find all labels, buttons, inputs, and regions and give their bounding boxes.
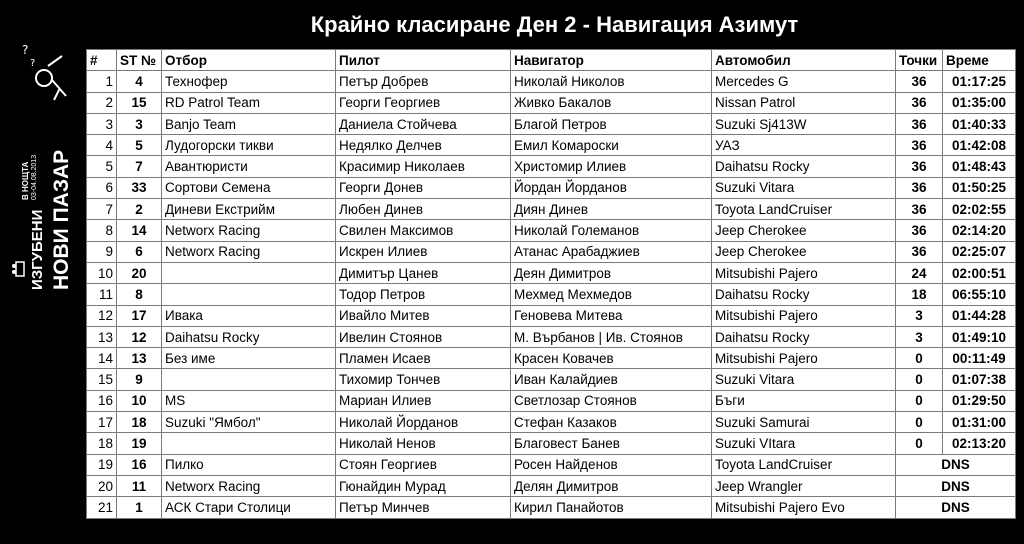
cell-points: 3 bbox=[896, 305, 943, 326]
cell-time: 02:00:51 bbox=[943, 262, 1016, 283]
cell-team: Networx Racing bbox=[162, 241, 336, 262]
event-logo bbox=[0, 40, 80, 300]
table-row bbox=[87, 241, 1016, 262]
cell-team bbox=[162, 284, 336, 305]
cell-rank: 17 bbox=[87, 412, 117, 433]
cell-rank: 19 bbox=[87, 454, 117, 475]
cell-points: 24 bbox=[896, 262, 943, 283]
cell-rank: 20 bbox=[87, 475, 117, 496]
logo-text-nov-pazar: НОВИ ПАЗАР bbox=[50, 149, 73, 290]
table-row bbox=[87, 390, 1016, 411]
cell-start-number: 10 bbox=[117, 390, 162, 411]
cell-pilot: Петър Добрев bbox=[336, 71, 511, 92]
cell-car: Daihatsu Rocky bbox=[712, 326, 896, 347]
cell-start-number: 5 bbox=[117, 135, 162, 156]
cell-navigator: М. Върбанов | Ив. Стоянов bbox=[511, 326, 712, 347]
cell-time: 01:44:28 bbox=[943, 305, 1016, 326]
table-row bbox=[87, 348, 1016, 369]
cell-points: 36 bbox=[896, 241, 943, 262]
page-title: Крайно класиране Ден 2 - Навигация Азимут bbox=[310, 12, 799, 37]
cell-rank: 3 bbox=[87, 113, 117, 134]
cell-rank: 1 bbox=[87, 71, 117, 92]
cell-pilot: Георги Георгиев bbox=[336, 92, 511, 113]
cell-navigator: Йордан Йорданов bbox=[511, 177, 712, 198]
cell-points: 36 bbox=[896, 135, 943, 156]
cell-start-number: 9 bbox=[117, 369, 162, 390]
cell-car: Suzuki Vitara bbox=[712, 177, 896, 198]
cell-start-number: 17 bbox=[117, 305, 162, 326]
cell-navigator: Геновева Митева bbox=[511, 305, 712, 326]
cell-points: DNS bbox=[896, 454, 1016, 475]
results-table bbox=[86, 49, 1016, 519]
table-header-row bbox=[87, 50, 1016, 71]
cell-car: Suzuki VItara bbox=[712, 433, 896, 454]
cell-start-number: 19 bbox=[117, 433, 162, 454]
cell-time: 06:55:10 bbox=[943, 284, 1016, 305]
table-row bbox=[87, 284, 1016, 305]
cell-car: Daihatsu Rocky bbox=[712, 156, 896, 177]
cell-points: 36 bbox=[896, 177, 943, 198]
cell-start-number: 16 bbox=[117, 454, 162, 475]
table-row bbox=[87, 305, 1016, 326]
cell-pilot: Стоян Георгиев bbox=[336, 454, 511, 475]
cell-points: 0 bbox=[896, 348, 943, 369]
cell-car: Nissan Patrol bbox=[712, 92, 896, 113]
cell-car: Mitsubishi Pajero bbox=[712, 348, 896, 369]
cell-pilot: Мариан Илиев bbox=[336, 390, 511, 411]
cell-navigator: Николай Големанов bbox=[511, 220, 712, 241]
cell-navigator: Живко Бакалов bbox=[511, 92, 712, 113]
cell-start-number: 3 bbox=[117, 113, 162, 134]
cell-navigator: Деян Димитров bbox=[511, 262, 712, 283]
cell-start-number: 11 bbox=[117, 475, 162, 496]
cell-start-number: 4 bbox=[117, 71, 162, 92]
cell-points: 0 bbox=[896, 369, 943, 390]
cell-points: 0 bbox=[896, 433, 943, 454]
cell-rank: 9 bbox=[87, 241, 117, 262]
cell-pilot: Красимир Николаев bbox=[336, 156, 511, 177]
cell-points: 36 bbox=[896, 156, 943, 177]
column-header-team: Отбор bbox=[162, 50, 336, 71]
cell-start-number: 14 bbox=[117, 220, 162, 241]
table-row bbox=[87, 475, 1016, 496]
cell-rank: 11 bbox=[87, 284, 117, 305]
cell-time: 01:07:38 bbox=[943, 369, 1016, 390]
cell-navigator: Емил Комароски bbox=[511, 135, 712, 156]
cell-car: Бъги bbox=[712, 390, 896, 411]
cell-pilot: Петър Минчев bbox=[336, 497, 511, 518]
cell-car: Jeep Cherokee bbox=[712, 241, 896, 262]
cell-pilot: Георги Донев bbox=[336, 177, 511, 198]
cell-rank: 18 bbox=[87, 433, 117, 454]
cell-rank: 8 bbox=[87, 220, 117, 241]
cell-car: УАЗ bbox=[712, 135, 896, 156]
cell-car: Suzuki Vitara bbox=[712, 369, 896, 390]
cell-navigator: Кирил Панайотов bbox=[511, 497, 712, 518]
cell-time: 01:40:33 bbox=[943, 113, 1016, 134]
cell-time: 01:17:25 bbox=[943, 71, 1016, 92]
cell-time: 02:02:55 bbox=[943, 199, 1016, 220]
cell-pilot: Недялко Делчев bbox=[336, 135, 511, 156]
cell-team bbox=[162, 262, 336, 283]
cell-points: 36 bbox=[896, 113, 943, 134]
cell-time: 01:48:43 bbox=[943, 156, 1016, 177]
cell-team bbox=[162, 433, 336, 454]
cell-start-number: 2 bbox=[117, 199, 162, 220]
cell-start-number: 20 bbox=[117, 262, 162, 283]
cell-team: Daihatsu Rocky bbox=[162, 326, 336, 347]
cell-team: Banjo Team bbox=[162, 113, 336, 134]
cell-navigator: Делян Димитров bbox=[511, 475, 712, 496]
cell-rank: 4 bbox=[87, 135, 117, 156]
table-row bbox=[87, 220, 1016, 241]
cell-start-number: 33 bbox=[117, 177, 162, 198]
cell-pilot: Гюнайдин Мурад bbox=[336, 475, 511, 496]
cell-navigator: Атанас Арабаджиев bbox=[511, 241, 712, 262]
table-row bbox=[87, 177, 1016, 198]
column-header-time: Време bbox=[943, 50, 1016, 71]
table-row bbox=[87, 326, 1016, 347]
cell-time: 01:50:25 bbox=[943, 177, 1016, 198]
cell-navigator: Мехмед Мехмедов bbox=[511, 284, 712, 305]
cell-rank: 6 bbox=[87, 177, 117, 198]
cell-time: 02:25:07 bbox=[943, 241, 1016, 262]
cell-points: 3 bbox=[896, 326, 943, 347]
column-header-start-number: ST № bbox=[117, 50, 162, 71]
cell-car: Jeep Cherokee bbox=[712, 220, 896, 241]
table-row bbox=[87, 412, 1016, 433]
logo-date: 03-04.08.2013 bbox=[31, 154, 38, 200]
cell-team: Авантюристи bbox=[162, 156, 336, 177]
cell-team: Технофер bbox=[162, 71, 336, 92]
cell-team: Лудогорски тикви bbox=[162, 135, 336, 156]
cell-points: 18 bbox=[896, 284, 943, 305]
cell-team: Сортови Семена bbox=[162, 177, 336, 198]
cell-pilot: Искрен Илиев bbox=[336, 241, 511, 262]
cell-car: Suzuki Samurai bbox=[712, 412, 896, 433]
cell-start-number: 18 bbox=[117, 412, 162, 433]
cell-rank: 21 bbox=[87, 497, 117, 518]
cell-time: 00:11:49 bbox=[943, 348, 1016, 369]
cell-time: 01:35:00 bbox=[943, 92, 1016, 113]
cell-team: Suzuki "Ямбол" bbox=[162, 412, 336, 433]
table-row bbox=[87, 156, 1016, 177]
table-row bbox=[87, 262, 1016, 283]
cell-rank: 16 bbox=[87, 390, 117, 411]
cell-points: 36 bbox=[896, 220, 943, 241]
table-row bbox=[87, 92, 1016, 113]
cell-start-number: 13 bbox=[117, 348, 162, 369]
logo-text-v-noshta: В НОЩТА bbox=[21, 161, 30, 200]
cell-rank: 15 bbox=[87, 369, 117, 390]
cell-rank: 13 bbox=[87, 326, 117, 347]
cell-rank: 5 bbox=[87, 156, 117, 177]
cell-time: 02:14:20 bbox=[943, 220, 1016, 241]
cell-time: 01:49:10 bbox=[943, 326, 1016, 347]
cell-start-number: 7 bbox=[117, 156, 162, 177]
cell-team: Networx Racing bbox=[162, 475, 336, 496]
cell-navigator: Христомир Илиев bbox=[511, 156, 712, 177]
cell-navigator: Благовест Банев bbox=[511, 433, 712, 454]
svg-text:?: ? bbox=[22, 43, 29, 57]
cell-pilot: Николай Ненов bbox=[336, 433, 511, 454]
cell-car: Toyota LandCruiser bbox=[712, 454, 896, 475]
cell-start-number: 8 bbox=[117, 284, 162, 305]
cell-points: 36 bbox=[896, 199, 943, 220]
cell-pilot: Свилен Максимов bbox=[336, 220, 511, 241]
cell-points: DNS bbox=[896, 497, 1016, 518]
cell-navigator: Стефан Казаков bbox=[511, 412, 712, 433]
cell-time: 01:29:50 bbox=[943, 390, 1016, 411]
cell-team: MS bbox=[162, 390, 336, 411]
cell-car: Mitsubishi Pajero bbox=[712, 262, 896, 283]
cell-team: RD Patrol Team bbox=[162, 92, 336, 113]
table-row bbox=[87, 135, 1016, 156]
column-header-pilot: Пилот bbox=[336, 50, 511, 71]
cell-pilot: Тихомир Тончев bbox=[336, 369, 511, 390]
cell-navigator: Николай Николов bbox=[511, 71, 712, 92]
cell-pilot: Тодор Петров bbox=[336, 284, 511, 305]
column-header-rank: # bbox=[87, 50, 117, 71]
cell-team: Диневи Екстрийм bbox=[162, 199, 336, 220]
cell-team: АСК Стари Столици bbox=[162, 497, 336, 518]
cell-car: Toyota LandCruiser bbox=[712, 199, 896, 220]
cell-navigator: Росен Найденов bbox=[511, 454, 712, 475]
cell-points: 36 bbox=[896, 92, 943, 113]
cell-car: Daihatsu Rocky bbox=[712, 284, 896, 305]
table-row bbox=[87, 433, 1016, 454]
table-row bbox=[87, 497, 1016, 518]
cell-navigator: Красен Ковачев bbox=[511, 348, 712, 369]
cell-navigator: Благой Петров bbox=[511, 113, 712, 134]
cell-pilot: Любен Динев bbox=[336, 199, 511, 220]
cell-pilot: Ивайло Митев bbox=[336, 305, 511, 326]
results-rows bbox=[87, 71, 1016, 518]
cell-navigator: Диян Динев bbox=[511, 199, 712, 220]
cell-start-number: 1 bbox=[117, 497, 162, 518]
cell-start-number: 6 bbox=[117, 241, 162, 262]
cell-points: 0 bbox=[896, 412, 943, 433]
cell-rank: 7 bbox=[87, 199, 117, 220]
column-header-car: Автомобил bbox=[712, 50, 896, 71]
table-row bbox=[87, 454, 1016, 475]
cell-navigator: Иван Калайдиев bbox=[511, 369, 712, 390]
cell-car: Mercedes G bbox=[712, 71, 896, 92]
cell-pilot: Ивелин Стоянов bbox=[336, 326, 511, 347]
cell-team bbox=[162, 369, 336, 390]
cell-car: Suzuki Sj413W bbox=[712, 113, 896, 134]
table-row bbox=[87, 71, 1016, 92]
cell-time: 01:31:00 bbox=[943, 412, 1016, 433]
cell-rank: 2 bbox=[87, 92, 117, 113]
logo-car-icon bbox=[12, 262, 24, 276]
cell-time: 02:13:20 bbox=[943, 433, 1016, 454]
logo-text-izgubeni: ИЗГУБЕНИ bbox=[29, 209, 46, 290]
table-row bbox=[87, 113, 1016, 134]
cell-team: Networx Racing bbox=[162, 220, 336, 241]
cell-pilot: Димитър Цанев bbox=[336, 262, 511, 283]
cell-pilot: Николай Йорданов bbox=[336, 412, 511, 433]
cell-rank: 10 bbox=[87, 262, 117, 283]
cell-time: 01:42:08 bbox=[943, 135, 1016, 156]
cell-team: Без име bbox=[162, 348, 336, 369]
cell-points: 36 bbox=[896, 71, 943, 92]
column-header-navigator: Навигатор bbox=[511, 50, 712, 71]
table-row bbox=[87, 369, 1016, 390]
cell-team: Пилко bbox=[162, 454, 336, 475]
cell-team: Ивака bbox=[162, 305, 336, 326]
cell-navigator: Светлозар Стоянов bbox=[511, 390, 712, 411]
cell-pilot: Пламен Исаев bbox=[336, 348, 511, 369]
cell-car: Jeep Wrangler bbox=[712, 475, 896, 496]
cell-car: Mitsubishi Pajero bbox=[712, 305, 896, 326]
cell-start-number: 12 bbox=[117, 326, 162, 347]
cell-pilot: Даниела Стойчева bbox=[336, 113, 511, 134]
cell-rank: 14 bbox=[87, 348, 117, 369]
column-header-points: Точки bbox=[896, 50, 943, 71]
logo-figure-icon bbox=[22, 43, 66, 100]
table-row bbox=[87, 199, 1016, 220]
svg-text:?: ? bbox=[30, 58, 36, 69]
cell-car: Mitsubishi Pajero Evo bbox=[712, 497, 896, 518]
cell-start-number: 15 bbox=[117, 92, 162, 113]
cell-points: 0 bbox=[896, 390, 943, 411]
cell-points: DNS bbox=[896, 475, 1016, 496]
cell-rank: 12 bbox=[87, 305, 117, 326]
